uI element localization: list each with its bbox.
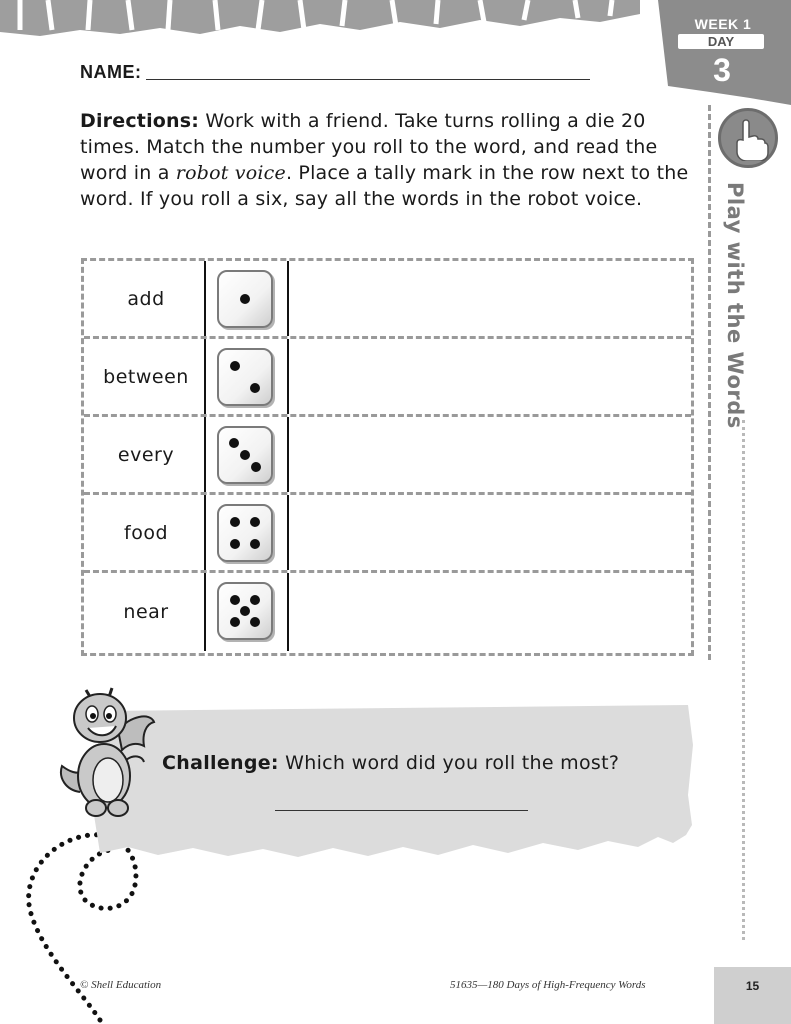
tally-cell[interactable] (290, 261, 691, 336)
week-label: WEEK 1 (694, 16, 752, 32)
robot-voice-text: robot voice (175, 162, 286, 184)
word-tally-table (81, 258, 694, 656)
tally-cell[interactable] (290, 573, 691, 651)
sidebar-title-text: Play with the Words (723, 182, 747, 429)
table-row (84, 339, 691, 417)
die-pip (229, 438, 239, 448)
directions-paragraph (80, 108, 700, 212)
word-cell: near (123, 601, 169, 623)
day-number: 3 (713, 52, 731, 88)
die-pip (230, 361, 240, 371)
directions-text-1: Work with a friend. Take turns rolling a die 20 times. Match the number you roll to the word, and read the word in a (80, 110, 658, 184)
tally-cell[interactable] (290, 417, 691, 492)
die-pip (251, 462, 261, 472)
page-number-box (714, 967, 791, 1024)
sidebar-title (715, 182, 779, 429)
die-two-icon (217, 348, 273, 406)
die-pip (230, 539, 240, 549)
die-pip (240, 294, 250, 304)
die-three-icon (217, 426, 273, 484)
directions-label: Directions: (80, 110, 200, 132)
die-pip (230, 617, 240, 627)
sidebar-dashed-line (708, 105, 714, 660)
die-five-icon (217, 582, 273, 640)
die-four-icon (217, 504, 273, 562)
page-number: 15 (745, 979, 760, 993)
table-row (84, 261, 691, 339)
day-label: DAY (678, 34, 764, 49)
table-row (84, 573, 691, 651)
name-label: NAME: (80, 62, 142, 82)
word-cell: between (103, 365, 189, 388)
die-pip (250, 539, 260, 549)
die-pip (230, 517, 240, 527)
word-cell: food (124, 521, 168, 544)
die-pip (230, 595, 240, 605)
tally-cell[interactable] (290, 495, 691, 570)
name-field[interactable] (146, 79, 590, 80)
die-pip (250, 617, 260, 627)
challenge-answer-field[interactable] (275, 810, 528, 811)
die-pip (250, 595, 260, 605)
challenge-question (162, 752, 619, 774)
footer-book-title: 51635—180 Days of High-Frequency Words (450, 979, 646, 991)
footer-copyright: © Shell Education (80, 979, 162, 991)
directions-text-2: . Place a tally mark in the row next to the word. If you roll a six, say all the words in the robot voice. (80, 162, 689, 210)
die-one-icon (217, 270, 273, 328)
word-cell: add (127, 287, 165, 310)
challenge-label: Challenge: (162, 752, 279, 774)
die-pip (250, 517, 260, 527)
table-row (84, 417, 691, 495)
tally-cell[interactable] (290, 339, 691, 414)
challenge-paper (88, 705, 698, 863)
table-row (84, 495, 691, 573)
die-pip (240, 450, 250, 460)
die-pip (240, 606, 250, 616)
dragon-mascot-icon (58, 680, 158, 825)
die-pip (250, 383, 260, 393)
word-cell: every (117, 443, 175, 466)
challenge-question-text: Which word did you roll the most? (278, 752, 620, 774)
top-decorative-border (0, 0, 640, 44)
sidebar-dotted-line (742, 420, 746, 940)
pointing-hand-icon (718, 108, 778, 168)
